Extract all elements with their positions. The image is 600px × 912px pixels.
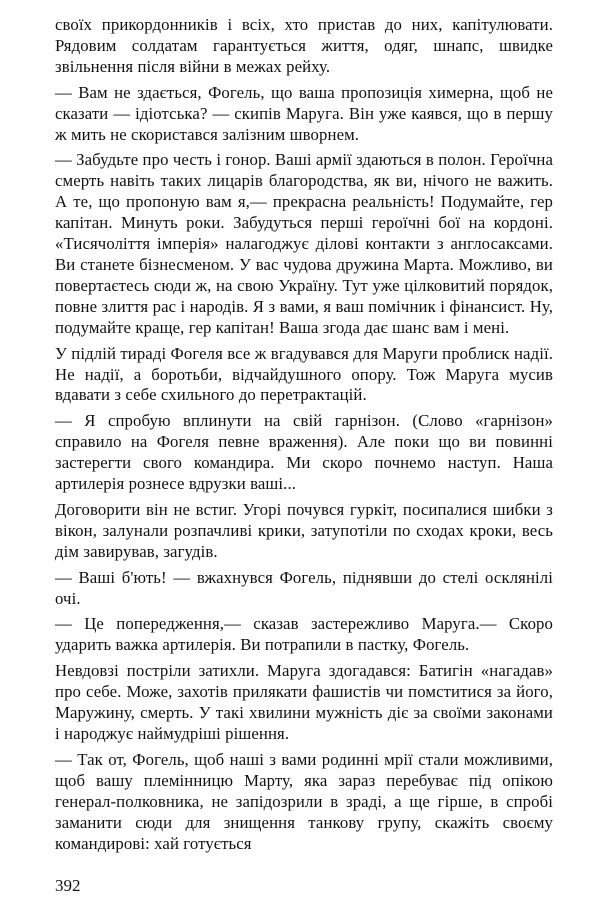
paragraph-2: — Вам не здається, Фогель, що ваша пропозиція химерна, щоб не сказати — ідіотська? — скипів Маруга. Він уже каявся, що в першу ж мить не скористався залізним шворнем. xyxy=(55,82,553,144)
paragraph-8: — Це попередження,— сказав застережливо Маруга.— Скоро ударить важка артилерія. Ви потрапили в пастку, Фогель. xyxy=(55,614,553,655)
page-body-text xyxy=(55,15,553,859)
paragraph-4: У підлій тираді Фогеля все ж вгадувався для Маруги проблиск надії. Не надії, а боротьби, відчайдушного опору. Тож Маруга мусив вдавати з себе схильного до перетрактацій. xyxy=(55,343,553,405)
paragraph-6: Договорити він не встиг. Угорі почувся гуркіт, посипалися шибки з вікон, залунали розпачливі крики, затупотіли по сходах кроки, весь дім завирував, загудів. xyxy=(55,499,553,561)
book-page xyxy=(55,0,553,912)
paragraph-9: Невдовзі постріли затихли. Маруга здогадався: Батигін «нагадав» про себе. Може, захотів прилякати фашистів чи помститися за його, Маружину, смерть. У такі хвилини мужність діє за своїми законами і народжує наймудріші рішення. xyxy=(55,661,553,743)
paragraph-1: своїх прикордонників і всіх, хто пристав до них, капітулювати. Рядовим солдатам гарантується життя, одяг, шнапс, швидке звільнення після війни в межах рейху. xyxy=(55,15,553,76)
page-number: 392 xyxy=(55,876,81,895)
paragraph-7: — Ваші б'ють! — вжахнувся Фогель, піднявши до стелі осклянілі очі. xyxy=(55,567,553,608)
paragraph-5: — Я спробую вплинути на свій гарнізон. (Слово «гарнізон» справило на Фогеля певне враження). Але поки що ви повинні застерегти свого командира. Ми скоро почнемо наступ. Наша артилерія рознесе вдрузки ваші... xyxy=(55,411,553,494)
paragraph-10: — Так от, Фогель, щоб наші з вами родинні мрії стали можливими, щоб вашу племінницю Марту, яка зараз перебуває під опікою генерал-полковника, не запідозрили в зраді, а ще гірше, в спробі заманити сюди для знищення танкову групу, скажіть своєму командирові: хай готується xyxy=(55,749,553,853)
paragraph-3: — Забудьте про честь і гонор. Ваші армії здаються в полон. Героїчна смерть навіть таких лицарів благородства, як ви, нічого не важить. А те, що пропоную вам я,— прекрасна реальність! Подумайте, гер капітан. Минуть роки. Забудуться перші героїчні бої на кордоні. «Тисячоліття імперія» налагоджує ділові контакти з англосаксами. Ви станете бізнесменом. У вас чудова дружина Марта. Можливо, ви повертаєтесь сюди ж, на свою Україну. Тут уже цілковитий порядок, повне злиття рас і народів. Я з вами, я ваш помічник і фінансист. Ну, подумайте краще, гер капітан! Ваша згода дає шанс вам і мені. xyxy=(55,150,553,337)
